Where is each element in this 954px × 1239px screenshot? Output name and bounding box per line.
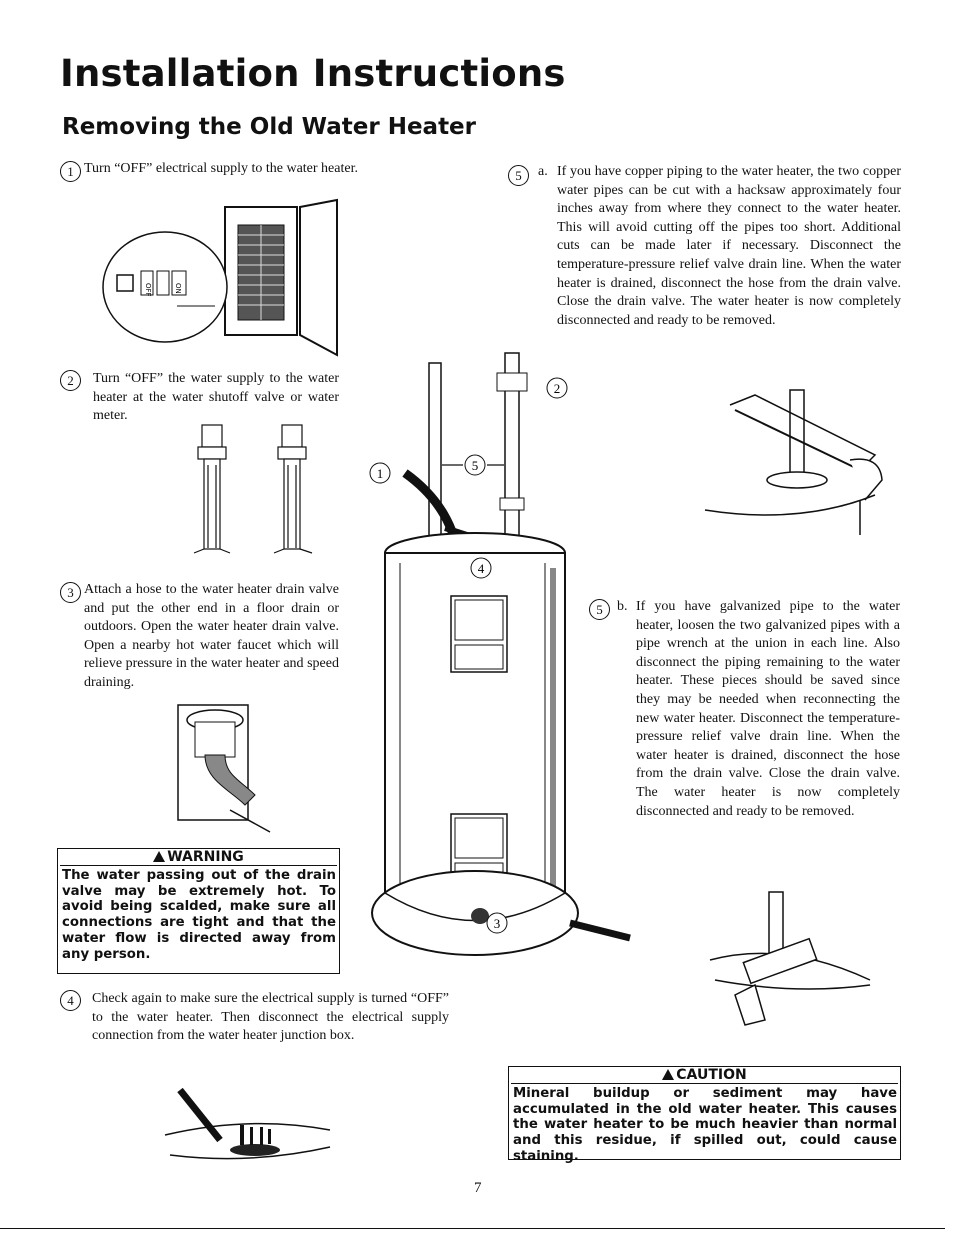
shutoff-valves-illustration bbox=[190, 420, 320, 555]
breaker-off-label: OFF bbox=[144, 283, 152, 297]
page-number: 7 bbox=[474, 1180, 482, 1196]
step-3-text: Attach a hose to the water heater drain valve and put the other end in a floor drain or outdoors. Open the water heater drain valve. Open a nearby hot water faucet which will relieve pressure in the water heater and speed draining. bbox=[84, 582, 339, 690]
drain-valve-illustration bbox=[175, 700, 275, 835]
step-1-text: Turn “OFF” electrical supply to the water heater. bbox=[84, 161, 358, 176]
hacksaw-illustration bbox=[700, 385, 890, 540]
step-5a-suffix: a. bbox=[538, 164, 548, 179]
step-2-text: Turn “OFF” the water supply to the water heater at the water shutoff valve or water meter. bbox=[93, 371, 339, 424]
caution-triangle-icon bbox=[662, 1069, 674, 1080]
step-number: 3 bbox=[60, 582, 81, 603]
pipe-wrench-illustration bbox=[705, 890, 880, 1030]
callout-5: 5 bbox=[471, 458, 479, 473]
water-heater-illustration bbox=[365, 348, 645, 970]
caution-box bbox=[508, 1066, 901, 1164]
step-2 bbox=[60, 370, 81, 391]
step-5a-text: If you have copper piping to the water heater, the two copper water pipes can be cut with a hacksaw approximately four inches away from where they connect to the water heater. This will avoid cutting off the pipes too short. Additional cuts can be made later if necessary. Disconnect the temperature-pressure relief valve drain line. When the water heater is drained, disconnect the hose from the drain valve. Close the drain valve. The water heater is now completely disconnected and ready to be removed. bbox=[557, 164, 901, 328]
breaker-panel-illustration bbox=[105, 195, 350, 360]
callout-4: 4 bbox=[477, 561, 485, 576]
warning-triangle-icon bbox=[153, 851, 165, 862]
step-number: 5 bbox=[589, 599, 610, 620]
warning-title bbox=[60, 849, 337, 866]
caution-title bbox=[511, 1067, 898, 1084]
section-title: Removing the Old Water Heater bbox=[62, 114, 476, 140]
warning-title-text: WARNING bbox=[167, 849, 244, 865]
callout-2: 2 bbox=[553, 381, 561, 396]
warning-text: The water passing out of the drain valve may be extremely hot. To avoid being scalded, make sure all connections are tight and that the water flow is directed away from any person. bbox=[62, 868, 336, 962]
callout-3: 3 bbox=[493, 916, 501, 931]
step-number: 2 bbox=[60, 370, 81, 391]
footer-rule bbox=[0, 1228, 945, 1229]
page-title: Installation Instructions bbox=[60, 52, 566, 95]
step-4 bbox=[60, 990, 81, 1011]
step-4-text: Check again to make sure the electrical supply is turned “OFF” to the water heater. Then disconnect the electrical supply connection from the water heater junction box. bbox=[92, 991, 449, 1044]
step-number: 4 bbox=[60, 990, 81, 1011]
step-5b-text: If you have galvanized pipe to the water heater, loosen the two galvanized pipes with a pipe wrench at the union in each line. Also disconnect the piping remaining to the water heater. These pieces should be saved since they may be needed when reconnecting the new water heater. Disconnect the temperature-pressure relief valve drain line. When the water heater is drained, disconnect the hose from the drain valve. Close the drain valve. The water heater is now completely disconnected and ready to be removed. bbox=[636, 599, 900, 819]
step-5b-suffix: b. bbox=[617, 599, 628, 614]
warning-box bbox=[57, 848, 340, 974]
step-5b bbox=[589, 599, 610, 620]
caution-text: Mineral buildup or sediment may have accumulated in the old water heater. This causes the water heater to be much heavier than normal and this residue, if spilled out, could cause staining. bbox=[513, 1086, 897, 1164]
step-number: 1 bbox=[60, 161, 81, 182]
step-1 bbox=[60, 161, 81, 182]
caution-title-text: CAUTION bbox=[676, 1067, 747, 1083]
step-number: 5 bbox=[508, 165, 529, 186]
junction-box-illustration bbox=[160, 1065, 335, 1165]
step-3 bbox=[60, 582, 81, 603]
step-5a bbox=[508, 165, 529, 186]
callout-1: 1 bbox=[376, 466, 384, 481]
breaker-on-label: ON bbox=[174, 283, 182, 294]
